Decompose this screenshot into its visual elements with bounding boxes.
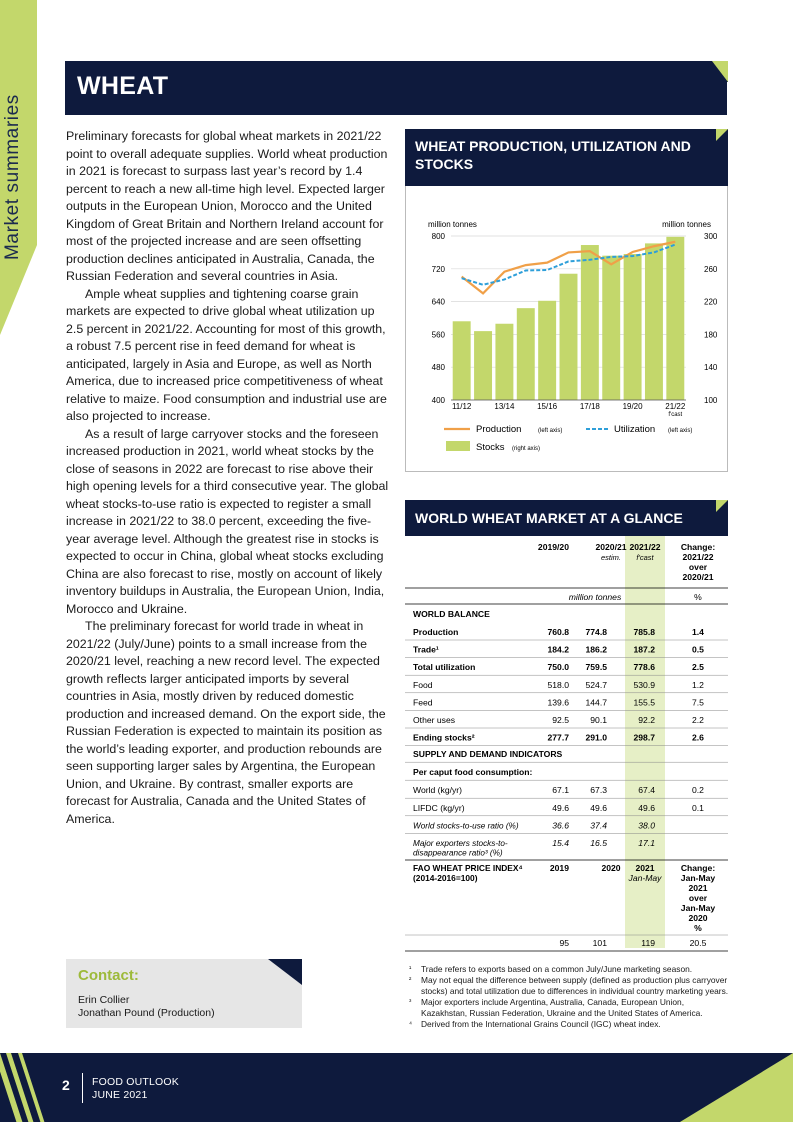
row-value: 36.6 — [552, 820, 569, 831]
row-value: 15.4 — [552, 838, 569, 848]
legend-utilization-label: Utilization — [614, 424, 656, 435]
left-tick-label: 480 — [431, 363, 445, 373]
row-value: 2.2 — [692, 715, 704, 725]
paragraph: Preliminary forecasts for global wheat markets in 2021/22 point to overall adequate supplies. World wheat production in 2021 is forecast to surpass last year’s record by 1.4 percent to reach a new all-time high level. Expected larger outputs in the European Union, Morocco and the United Kingdom of Great Britain and Northern Ireland account for most of the projected increase and are seen offsetting production declines anticipated in Australia, Canada, the Russian Federation and several countries in Asia. — [66, 129, 388, 283]
price-header: 2019 — [549, 863, 569, 873]
row-value: 49.6 — [638, 802, 655, 813]
price-header: 2020 — [601, 863, 621, 873]
row-label: World (kg/yr) — [413, 785, 463, 796]
left-tick-label: 560 — [431, 330, 445, 340]
footnote-mark: ⁴ — [409, 1021, 413, 1028]
row-value: 778.6 — [633, 662, 655, 673]
page-title-bar — [65, 61, 727, 115]
x-tick-label: 19/20 — [622, 402, 643, 411]
chart-panel-corner — [716, 129, 728, 141]
x-tick-sublabel: f'cast — [668, 412, 683, 418]
legend-utilization-note: (left axis) — [668, 428, 693, 434]
contact-name: Jonathan Pound (Production) — [78, 1007, 215, 1019]
row-value: 277.7 — [547, 732, 569, 743]
footer-divider — [82, 1073, 83, 1103]
wheat-chart — [406, 186, 729, 472]
legend-production-note: (left axis) — [538, 428, 563, 434]
left-tick-label: 720 — [431, 264, 445, 274]
x-tick-label: 11/12 — [451, 402, 472, 411]
price-index-label: FAO WHEAT PRICE INDEX⁴ (2014-2016=100) — [413, 863, 523, 883]
glance-table-grid — [405, 536, 728, 961]
row-label: Production — [413, 627, 459, 637]
left-axis-unit: million tonnes — [428, 220, 477, 229]
row-value: 760.8 — [547, 627, 569, 637]
row-value: 37.4 — [590, 820, 607, 831]
footnote-text: May not equal the difference between supply (defined as production plus carryover stocks) and total utilization due to differences in individual country marketing years. — [421, 975, 729, 996]
row-value: 67.4 — [638, 785, 655, 796]
row-label: World stocks-to-use ratio (%) — [413, 821, 519, 831]
row-value: 0.1 — [692, 802, 704, 813]
row-value: 139.6 — [547, 697, 569, 708]
left-tick-label: 640 — [431, 297, 445, 307]
stocks-bar — [453, 321, 471, 400]
row-value: 1.4 — [692, 627, 704, 637]
row-value: 49.6 — [590, 802, 607, 813]
left-tick-label: 400 — [431, 396, 445, 405]
contact-corner — [268, 959, 302, 985]
row-value: 298.7 — [633, 732, 655, 743]
stocks-bar — [538, 301, 556, 400]
row-value: 750.0 — [547, 662, 569, 673]
right-tick-label: 140 — [704, 363, 718, 373]
row-value: 92.5 — [552, 715, 569, 725]
row-value: 518.0 — [547, 679, 569, 690]
row-value: 38.0 — [638, 820, 655, 831]
row-label: Food — [413, 679, 433, 690]
row-label: Major exporters stocks-to-disappearance ratio³ (%) — [413, 839, 508, 858]
row-value: 17.1 — [638, 838, 655, 848]
subsection-heading: Per caput food consumption: — [413, 767, 533, 778]
footnote — [409, 964, 729, 975]
row-label: Other uses — [413, 715, 456, 725]
stocks-bar — [495, 324, 513, 400]
row-value: 0.2 — [692, 785, 704, 796]
row-value: 0.5 — [692, 644, 704, 655]
right-axis-unit: million tonnes — [662, 220, 711, 229]
row-label: Ending stocks² — [413, 732, 475, 743]
row-value: 1.2 — [692, 679, 704, 690]
row-value: 2.6 — [692, 732, 704, 743]
chart-panel-title: WHEAT PRODUCTION, UTILIZATION AND STOCKS — [405, 129, 728, 186]
column-subheader: 2021/22 over 2020/21 — [682, 552, 714, 582]
unit-label: million tonnes — [568, 592, 622, 602]
row-value: 186.2 — [585, 644, 607, 655]
column-header: 2019/20 — [537, 542, 569, 552]
left-tick-label: 800 — [431, 232, 445, 241]
price-subheader: Jan-May — [628, 873, 662, 883]
footnote-mark: ² — [409, 977, 412, 984]
footer-publication — [92, 1076, 179, 1102]
market-glance-table — [405, 536, 728, 963]
price-value: 101 — [592, 938, 607, 948]
row-value: 184.2 — [547, 644, 569, 655]
x-tick-label: 15/16 — [537, 402, 558, 411]
right-tick-label: 220 — [704, 297, 718, 307]
row-value: 155.5 — [633, 697, 655, 708]
right-tick-label: 100 — [704, 396, 718, 405]
x-tick-label: 17/18 — [579, 402, 600, 411]
price-header: 2021 — [635, 863, 655, 873]
row-value: 16.5 — [590, 838, 607, 848]
legend-stocks-note: (right axis) — [512, 446, 541, 452]
footnote-text: Derived from the International Grains Council (IGC) wheat index. — [421, 1019, 661, 1029]
column-header: Change: — [680, 542, 716, 552]
legend-stocks-label: Stocks — [476, 442, 505, 453]
price-value: 119 — [641, 938, 655, 948]
x-tick-label: 13/14 — [494, 402, 515, 411]
right-tick-label: 180 — [704, 330, 718, 340]
footer-line: FOOD OUTLOOK — [92, 1076, 179, 1088]
row-value: 774.8 — [585, 627, 607, 637]
footnote-mark: ³ — [409, 999, 412, 1006]
page-footer — [0, 1053, 793, 1122]
footnote — [409, 975, 729, 997]
stocks-bar — [560, 274, 578, 400]
footnote — [409, 1019, 729, 1030]
price-subheader: Jan-May 2021 over Jan-May 2020 % — [680, 873, 716, 933]
footer-line: JUNE 2021 — [92, 1089, 148, 1101]
row-value: 524.7 — [585, 679, 607, 690]
right-tick-label: 300 — [704, 232, 718, 241]
paragraph: As a result of large carryover stocks and the foreseen increased production in 2021, world wheat stocks by the close of seasons in 2022 are forecast to rise above their high opening levels for a third consecutive year. The global wheat stocks-to-use ratio is expected to register a small increase in 2021/22 to 38.0 percent, exceeding the five-year average level. Although the greatest rise in stocks is expected to occur in China, global wheat stocks excluding China are also forecast to rise, mostly on account of likely inventory buildups in Australia, the European Union, India, Morocco and Ukraine. — [66, 426, 389, 616]
x-tick-label: 21/22 — [665, 402, 686, 411]
footnote-text: Major exporters include Argentina, Australia, Canada, European Union, Kazakhstan, Russian Federation, Ukraine and the United States of America. — [421, 997, 703, 1018]
stocks-bar — [517, 308, 535, 400]
contact-name: Erin Collier — [78, 994, 130, 1006]
row-value: 2.5 — [692, 662, 704, 673]
row-label: Trade¹ — [413, 644, 439, 655]
row-label: LIFDC (kg/yr) — [413, 802, 465, 813]
paragraph: The preliminary forecast for world trade in wheat in 2021/22 (July/June) points to a small increase from the 2020/21 level, reaching a new record level. The expected growth reflects larger anticipated imports by several countries in Asia, mostly driven by reduced domestic production and increased demand. On the export side, the Russian Federation is expected to maintain its position as the world’s leading exporter, and production rebounds are seen supporting larger sales by Argentina, the European Union, and Ukraine. By contrast, smaller exports are forecast for Australia, Canada and the United States of America. — [66, 619, 386, 826]
row-value: 291.0 — [585, 732, 607, 743]
pct-label: % — [694, 592, 702, 602]
column-header: 2021/22 — [629, 542, 661, 552]
contact-box — [66, 959, 302, 1028]
chart-container — [405, 186, 728, 472]
footnote-text: Trade refers to exports based on a common July/June marketing season. — [421, 964, 693, 974]
stocks-bar — [624, 254, 642, 400]
footnote-mark: ¹ — [409, 966, 412, 973]
row-label: Feed — [413, 697, 433, 708]
right-tick-label: 260 — [704, 264, 718, 274]
row-value: 530.9 — [633, 679, 655, 690]
stocks-bar — [666, 237, 684, 400]
footer-accent — [680, 1053, 793, 1122]
price-value: 95 — [559, 938, 569, 948]
stocks-bar — [602, 256, 620, 400]
row-value: 144.7 — [585, 697, 607, 708]
paragraph: Ample wheat supplies and tightening coarse grain markets are expected to drive global wheat utilization up 2.5 percent in 2021/22. Accounting for most of this growth, a robust 7.5 percent rise in feed demand for wheat is anticipated, largely in Asia and Europe, as well as North America, due to increased price competitiveness of wheat relative to maize. Food consumption and industrial use are also projected to increase. — [66, 286, 387, 423]
row-value: 49.6 — [552, 802, 569, 813]
article-body — [66, 128, 390, 828]
stocks-bar — [645, 243, 663, 400]
contact-title: Contact: — [78, 967, 139, 984]
row-label: Total utilization — [413, 662, 476, 673]
section-side-label — [2, 220, 24, 260]
glance-panel-corner — [716, 500, 728, 512]
column-header: 2020/21 — [595, 542, 627, 552]
section-heading: SUPPLY AND DEMAND INDICATORS — [413, 749, 563, 760]
row-value: 785.8 — [633, 627, 655, 637]
section-heading: WORLD BALANCE — [413, 609, 490, 619]
row-value: 67.1 — [552, 785, 569, 796]
stocks-bar — [474, 331, 492, 400]
row-value: 7.5 — [692, 697, 704, 708]
row-value: 92.2 — [638, 715, 655, 725]
row-value: 67.3 — [590, 785, 607, 796]
row-value: 90.1 — [590, 715, 607, 725]
footnotes — [409, 964, 729, 1030]
legend-production-label: Production — [476, 424, 522, 435]
stocks-bar — [581, 245, 599, 400]
price-value: 20.5 — [689, 938, 707, 948]
row-value: 187.2 — [633, 644, 655, 655]
column-subheader: estim. — [600, 553, 622, 562]
legend-stocks-swatch — [446, 441, 470, 451]
footnote — [409, 997, 729, 1019]
page-title: WHEAT — [77, 72, 169, 100]
glance-panel-title: WORLD WHEAT MARKET AT A GLANCE — [405, 500, 728, 536]
column-subheader: f'cast — [636, 553, 654, 562]
page-number: 2 — [62, 1077, 70, 1093]
row-value: 759.5 — [585, 662, 607, 673]
price-header: Change: — [680, 863, 716, 873]
title-bar-corner — [712, 61, 728, 82]
